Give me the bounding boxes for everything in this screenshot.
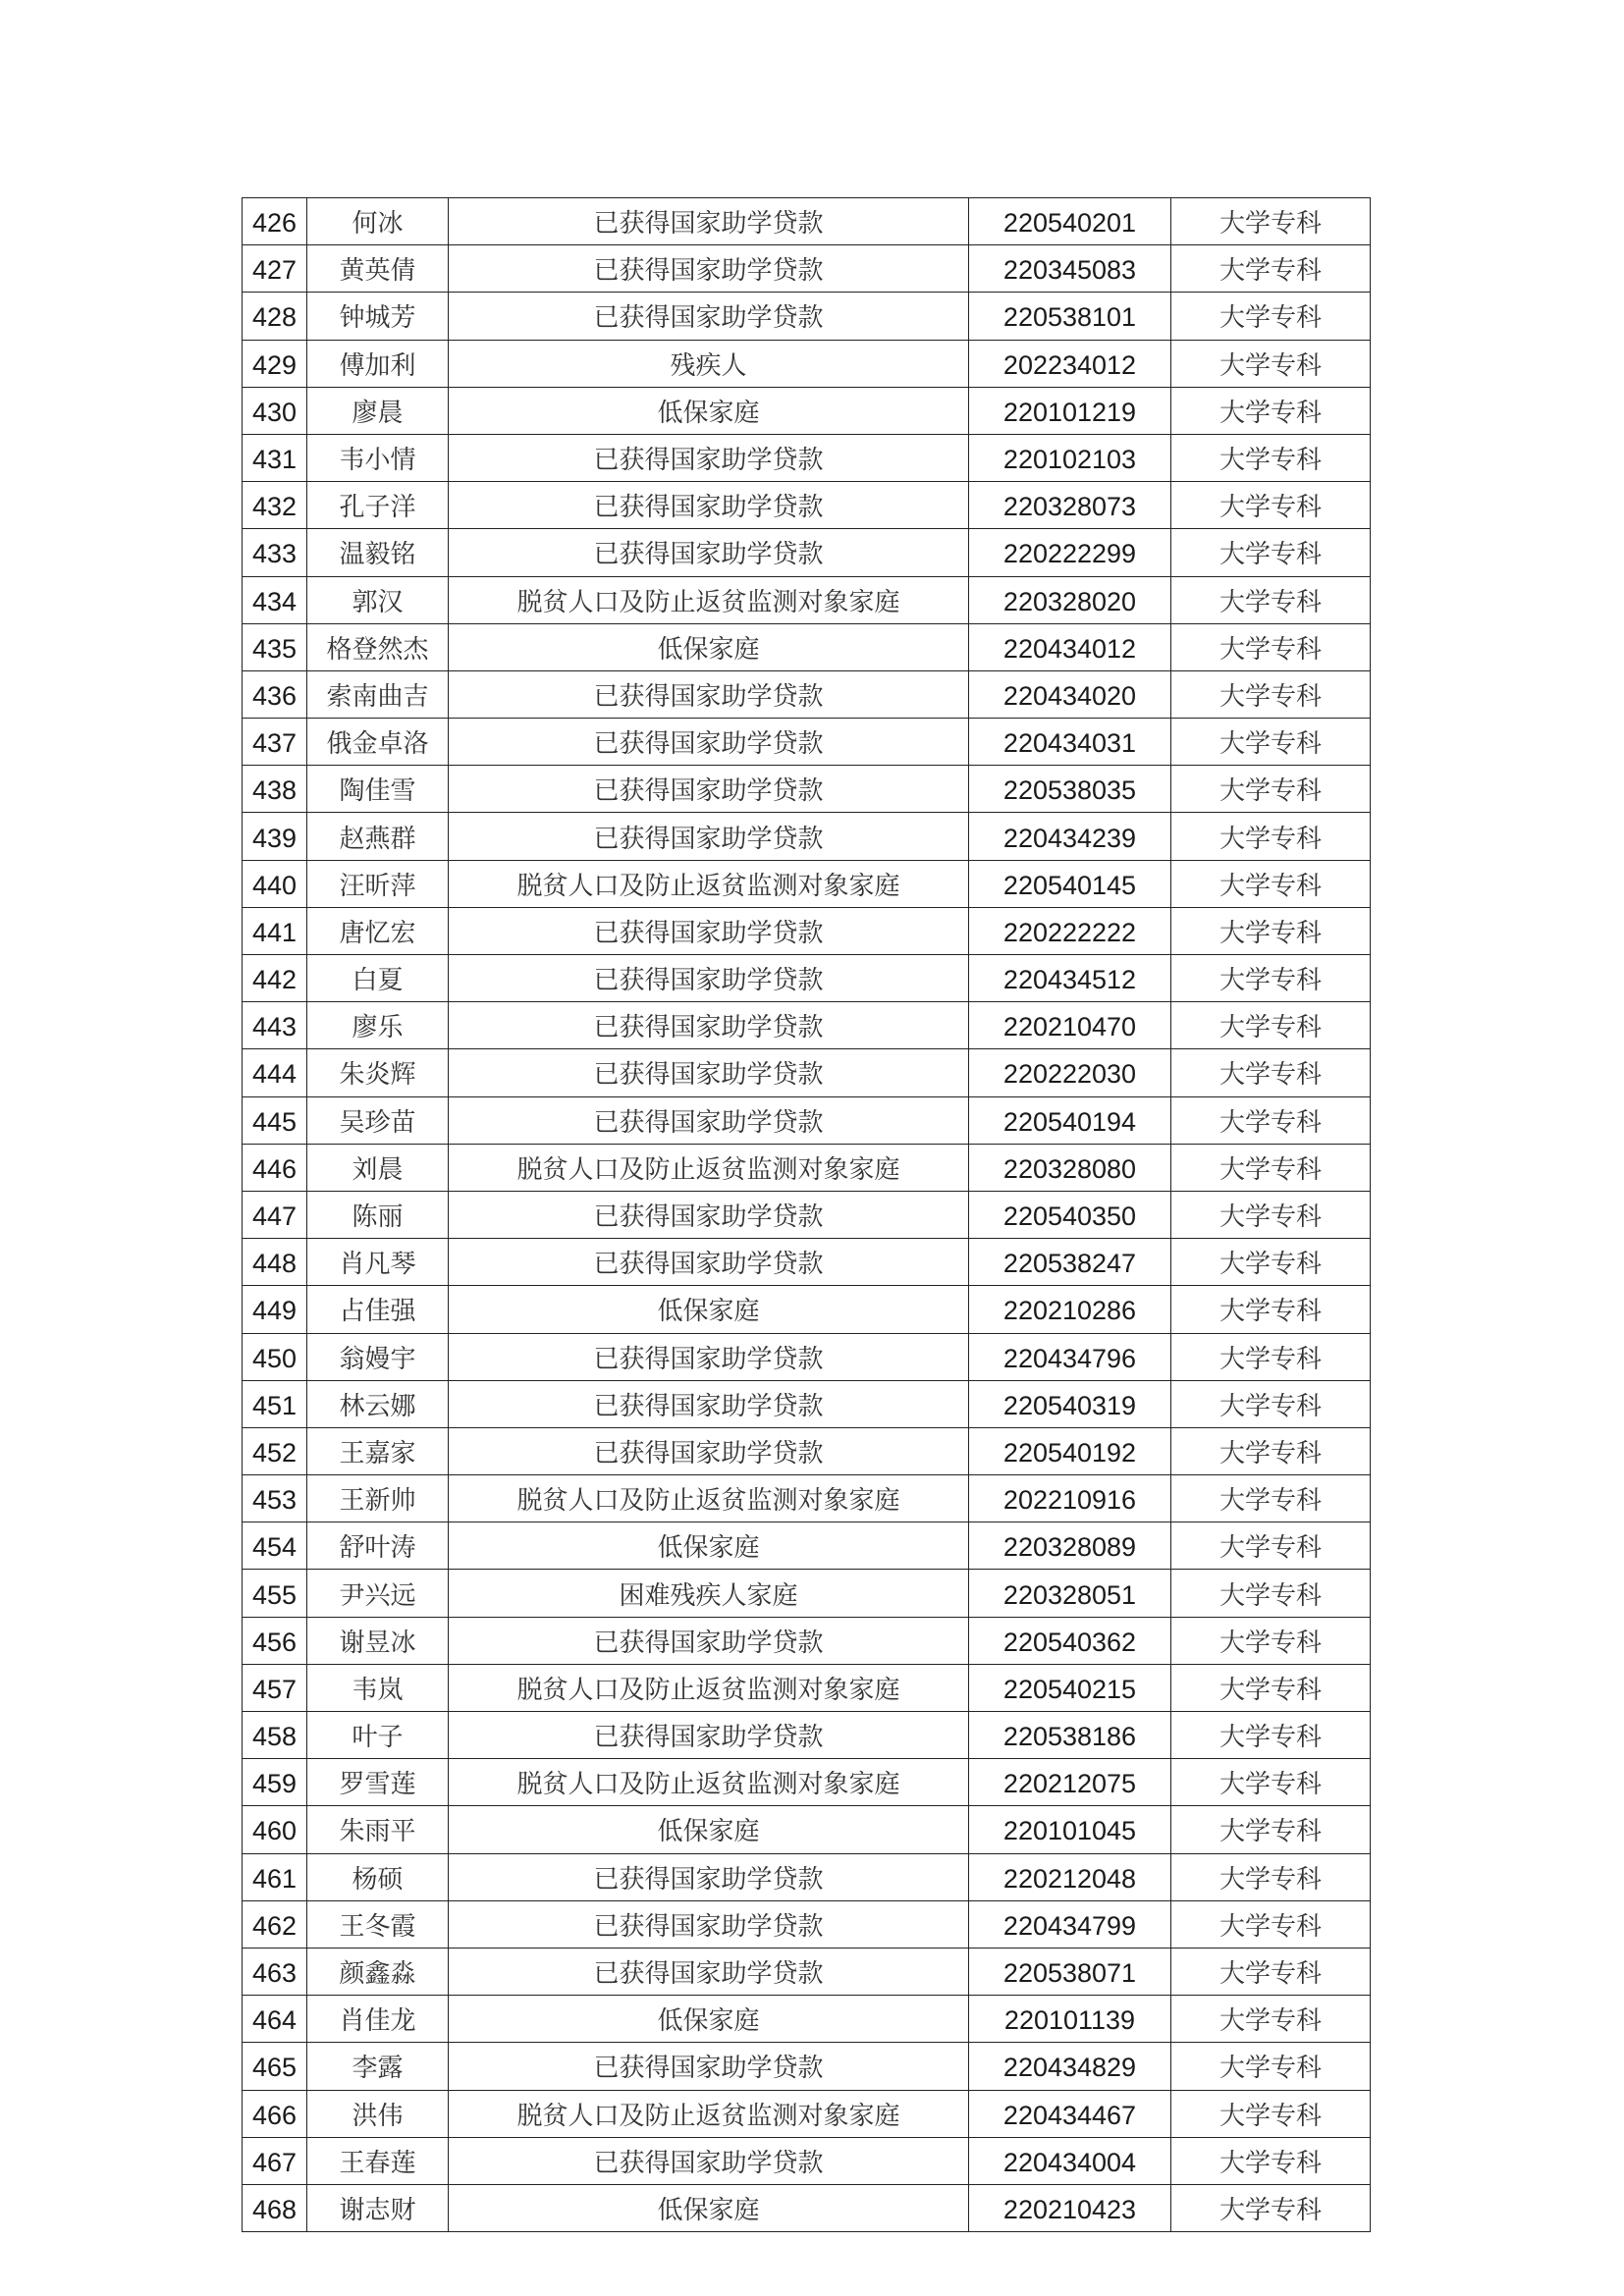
student-id-cell: 220540350: [969, 1191, 1171, 1238]
education-level-cell: 大学专科: [1171, 576, 1371, 623]
student-name-cell: 王新帅: [307, 1475, 449, 1522]
table-row: [243, 2043, 1371, 2090]
education-level-cell: 大学专科: [1171, 434, 1371, 481]
table-row: [243, 198, 1371, 245]
row-number-cell: 447: [243, 1191, 307, 1238]
table-row: [243, 860, 1371, 907]
table-row: [243, 2137, 1371, 2184]
table-row: [243, 1239, 1371, 1286]
student-id-cell: 220538071: [969, 1948, 1171, 1995]
row-number-cell: 459: [243, 1759, 307, 1806]
student-name-cell: 李露: [307, 2043, 449, 2090]
row-number-cell: 466: [243, 2090, 307, 2137]
row-number-cell: 429: [243, 340, 307, 387]
education-level-cell: 大学专科: [1171, 1664, 1371, 1711]
student-roster-table: [242, 197, 1371, 2232]
table-row: [243, 1049, 1371, 1096]
student-name-cell: 孔子洋: [307, 482, 449, 529]
student-id-cell: 220434829: [969, 2043, 1171, 2090]
student-name-cell: 汪昕萍: [307, 860, 449, 907]
education-level-cell: 大学专科: [1171, 1617, 1371, 1664]
education-level-cell: 大学专科: [1171, 1475, 1371, 1522]
education-level-cell: 大学专科: [1171, 1712, 1371, 1759]
education-level-cell: 大学专科: [1171, 1427, 1371, 1474]
student-id-cell: 220212048: [969, 1853, 1171, 1900]
education-level-cell: 大学专科: [1171, 719, 1371, 766]
table-row: [243, 434, 1371, 481]
student-id-cell: 220328073: [969, 482, 1171, 529]
student-id-cell: 220540194: [969, 1096, 1171, 1144]
student-id-cell: 220328089: [969, 1522, 1171, 1570]
table-row: [243, 1380, 1371, 1427]
row-number-cell: 441: [243, 907, 307, 954]
table-row: [243, 1806, 1371, 1853]
education-level-cell: 大学专科: [1171, 387, 1371, 434]
table-row: [243, 1286, 1371, 1333]
table-row: [243, 719, 1371, 766]
education-level-cell: 大学专科: [1171, 1806, 1371, 1853]
row-number-cell: 456: [243, 1617, 307, 1664]
student-name-cell: 格登然杰: [307, 623, 449, 670]
education-level-cell: 大学专科: [1171, 907, 1371, 954]
student-id-cell: 220434796: [969, 1333, 1171, 1380]
student-name-cell: 钟城芳: [307, 293, 449, 340]
student-id-cell: 220210470: [969, 1002, 1171, 1049]
aid-category-cell: 低保家庭: [449, 1996, 969, 2043]
student-id-cell: 202234012: [969, 340, 1171, 387]
education-level-cell: 大学专科: [1171, 1948, 1371, 1995]
student-name-cell: 温毅铭: [307, 529, 449, 576]
table-row: [243, 907, 1371, 954]
student-name-cell: 唐忆宏: [307, 907, 449, 954]
row-number-cell: 462: [243, 1900, 307, 1948]
student-name-cell: 罗雪莲: [307, 1759, 449, 1806]
table-row: [243, 1333, 1371, 1380]
aid-category-cell: 已获得国家助学贷款: [449, 1239, 969, 1286]
row-number-cell: 442: [243, 955, 307, 1002]
student-id-cell: 220540362: [969, 1617, 1171, 1664]
table-row: [243, 1853, 1371, 1900]
row-number-cell: 438: [243, 766, 307, 813]
table-row: [243, 623, 1371, 670]
aid-category-cell: 低保家庭: [449, 1522, 969, 1570]
student-id-cell: 220538186: [969, 1712, 1171, 1759]
table-row: [243, 576, 1371, 623]
student-name-cell: 索南曲吉: [307, 670, 449, 718]
aid-category-cell: 低保家庭: [449, 2184, 969, 2231]
student-name-cell: 郭汉: [307, 576, 449, 623]
row-number-cell: 428: [243, 293, 307, 340]
row-number-cell: 432: [243, 482, 307, 529]
aid-category-cell: 已获得国家助学贷款: [449, 434, 969, 481]
student-name-cell: 林云娜: [307, 1380, 449, 1427]
student-name-cell: 谢志财: [307, 2184, 449, 2231]
student-id-cell: 220210286: [969, 1286, 1171, 1333]
table-row: [243, 245, 1371, 293]
student-id-cell: 220328020: [969, 576, 1171, 623]
student-name-cell: 占佳强: [307, 1286, 449, 1333]
aid-category-cell: 已获得国家助学贷款: [449, 198, 969, 245]
aid-category-cell: 已获得国家助学贷款: [449, 719, 969, 766]
student-id-cell: 220101219: [969, 387, 1171, 434]
aid-category-cell: 脱贫人口及防止返贫监测对象家庭: [449, 1759, 969, 1806]
row-number-cell: 435: [243, 623, 307, 670]
aid-category-cell: 已获得国家助学贷款: [449, 955, 969, 1002]
row-number-cell: 465: [243, 2043, 307, 2090]
education-level-cell: 大学专科: [1171, 766, 1371, 813]
row-number-cell: 444: [243, 1049, 307, 1096]
aid-category-cell: 已获得国家助学贷款: [449, 1191, 969, 1238]
student-name-cell: 陶佳雪: [307, 766, 449, 813]
student-id-cell: 220434012: [969, 623, 1171, 670]
student-id-cell: 220540201: [969, 198, 1171, 245]
student-name-cell: 王嘉家: [307, 1427, 449, 1474]
row-number-cell: 445: [243, 1096, 307, 1144]
student-id-cell: 220538247: [969, 1239, 1171, 1286]
aid-category-cell: 低保家庭: [449, 1286, 969, 1333]
aid-category-cell: 已获得国家助学贷款: [449, 813, 969, 860]
aid-category-cell: 已获得国家助学贷款: [449, 529, 969, 576]
aid-category-cell: 已获得国家助学贷款: [449, 1049, 969, 1096]
student-name-cell: 肖凡琴: [307, 1239, 449, 1286]
student-name-cell: 王春莲: [307, 2137, 449, 2184]
aid-category-cell: 脱贫人口及防止返贫监测对象家庭: [449, 2090, 969, 2137]
row-number-cell: 468: [243, 2184, 307, 2231]
student-id-cell: 220434799: [969, 1900, 1171, 1948]
roster-body: [243, 198, 1371, 2232]
student-id-cell: 220538101: [969, 293, 1171, 340]
aid-category-cell: 已获得国家助学贷款: [449, 245, 969, 293]
row-number-cell: 446: [243, 1144, 307, 1191]
student-id-cell: 220212075: [969, 1759, 1171, 1806]
education-level-cell: 大学专科: [1171, 2184, 1371, 2231]
student-name-cell: 舒叶涛: [307, 1522, 449, 1570]
education-level-cell: 大学专科: [1171, 482, 1371, 529]
row-number-cell: 443: [243, 1002, 307, 1049]
education-level-cell: 大学专科: [1171, 1144, 1371, 1191]
aid-category-cell: 已获得国家助学贷款: [449, 2043, 969, 2090]
student-name-cell: 傅加利: [307, 340, 449, 387]
aid-category-cell: 已获得国家助学贷款: [449, 1002, 969, 1049]
student-id-cell: 202210916: [969, 1475, 1171, 1522]
student-id-cell: 220101045: [969, 1806, 1171, 1853]
aid-category-cell: 已获得国家助学贷款: [449, 1427, 969, 1474]
student-name-cell: 廖晨: [307, 387, 449, 434]
table-row: [243, 1996, 1371, 2043]
student-name-cell: 尹兴远: [307, 1570, 449, 1617]
row-number-cell: 437: [243, 719, 307, 766]
education-level-cell: 大学专科: [1171, 293, 1371, 340]
education-level-cell: 大学专科: [1171, 1380, 1371, 1427]
table-row: [243, 1144, 1371, 1191]
aid-category-cell: 已获得国家助学贷款: [449, 2137, 969, 2184]
aid-category-cell: 已获得国家助学贷款: [449, 482, 969, 529]
education-level-cell: 大学专科: [1171, 2137, 1371, 2184]
student-name-cell: 朱炎辉: [307, 1049, 449, 1096]
aid-category-cell: 低保家庭: [449, 1806, 969, 1853]
row-number-cell: 461: [243, 1853, 307, 1900]
row-number-cell: 436: [243, 670, 307, 718]
aid-category-cell: 已获得国家助学贷款: [449, 1617, 969, 1664]
student-id-cell: 220434512: [969, 955, 1171, 1002]
student-name-cell: 白夏: [307, 955, 449, 1002]
student-id-cell: 220434467: [969, 2090, 1171, 2137]
education-level-cell: 大学专科: [1171, 1239, 1371, 1286]
student-id-cell: 220222299: [969, 529, 1171, 576]
aid-category-cell: 脱贫人口及防止返贫监测对象家庭: [449, 576, 969, 623]
student-name-cell: 廖乐: [307, 1002, 449, 1049]
table-row: [243, 1617, 1371, 1664]
row-number-cell: 433: [243, 529, 307, 576]
table-row: [243, 1948, 1371, 1995]
row-number-cell: 458: [243, 1712, 307, 1759]
student-name-cell: 王冬霞: [307, 1900, 449, 1948]
row-number-cell: 464: [243, 1996, 307, 2043]
table-row: [243, 482, 1371, 529]
education-level-cell: 大学专科: [1171, 2043, 1371, 2090]
aid-category-cell: 已获得国家助学贷款: [449, 1948, 969, 1995]
table-row: [243, 1475, 1371, 1522]
row-number-cell: 452: [243, 1427, 307, 1474]
student-name-cell: 俄金卓洛: [307, 719, 449, 766]
student-id-cell: 220540215: [969, 1664, 1171, 1711]
aid-category-cell: 已获得国家助学贷款: [449, 907, 969, 954]
row-number-cell: 449: [243, 1286, 307, 1333]
table-row: [243, 813, 1371, 860]
row-number-cell: 427: [243, 245, 307, 293]
table-row: [243, 1900, 1371, 1948]
aid-category-cell: 脱贫人口及防止返贫监测对象家庭: [449, 860, 969, 907]
student-id-cell: 220328080: [969, 1144, 1171, 1191]
student-id-cell: 220102103: [969, 434, 1171, 481]
student-name-cell: 黄英倩: [307, 245, 449, 293]
student-name-cell: 颜鑫淼: [307, 1948, 449, 1995]
education-level-cell: 大学专科: [1171, 623, 1371, 670]
education-level-cell: 大学专科: [1171, 198, 1371, 245]
student-id-cell: 220434239: [969, 813, 1171, 860]
education-level-cell: 大学专科: [1171, 529, 1371, 576]
student-id-cell: 220222030: [969, 1049, 1171, 1096]
row-number-cell: 457: [243, 1664, 307, 1711]
student-name-cell: 朱雨平: [307, 1806, 449, 1853]
aid-category-cell: 已获得国家助学贷款: [449, 1380, 969, 1427]
table-row: [243, 340, 1371, 387]
row-number-cell: 467: [243, 2137, 307, 2184]
table-row: [243, 766, 1371, 813]
aid-category-cell: 已获得国家助学贷款: [449, 670, 969, 718]
aid-category-cell: 已获得国家助学贷款: [449, 1333, 969, 1380]
education-level-cell: 大学专科: [1171, 860, 1371, 907]
student-name-cell: 谢昱冰: [307, 1617, 449, 1664]
table-row: [243, 293, 1371, 340]
education-level-cell: 大学专科: [1171, 245, 1371, 293]
aid-category-cell: 已获得国家助学贷款: [449, 1712, 969, 1759]
aid-category-cell: 脱贫人口及防止返贫监测对象家庭: [449, 1144, 969, 1191]
row-number-cell: 430: [243, 387, 307, 434]
row-number-cell: 463: [243, 1948, 307, 1995]
education-level-cell: 大学专科: [1171, 2090, 1371, 2137]
student-name-cell: 洪伟: [307, 2090, 449, 2137]
aid-category-cell: 已获得国家助学贷款: [449, 1900, 969, 1948]
table-row: [243, 387, 1371, 434]
student-id-cell: 220538035: [969, 766, 1171, 813]
education-level-cell: 大学专科: [1171, 1900, 1371, 1948]
aid-category-cell: 残疾人: [449, 340, 969, 387]
student-id-cell: 220222222: [969, 907, 1171, 954]
table-row: [243, 1570, 1371, 1617]
student-id-cell: 220434004: [969, 2137, 1171, 2184]
education-level-cell: 大学专科: [1171, 813, 1371, 860]
student-id-cell: 220345083: [969, 245, 1171, 293]
row-number-cell: 453: [243, 1475, 307, 1522]
row-number-cell: 440: [243, 860, 307, 907]
aid-category-cell: 困难残疾人家庭: [449, 1570, 969, 1617]
table-row: [243, 1664, 1371, 1711]
student-id-cell: 220540145: [969, 860, 1171, 907]
aid-category-cell: 已获得国家助学贷款: [449, 1096, 969, 1144]
education-level-cell: 大学专科: [1171, 955, 1371, 1002]
aid-category-cell: 脱贫人口及防止返贫监测对象家庭: [449, 1664, 969, 1711]
row-number-cell: 455: [243, 1570, 307, 1617]
education-level-cell: 大学专科: [1171, 1333, 1371, 1380]
education-level-cell: 大学专科: [1171, 1522, 1371, 1570]
student-id-cell: 220434020: [969, 670, 1171, 718]
student-name-cell: 杨硕: [307, 1853, 449, 1900]
table-row: [243, 1522, 1371, 1570]
aid-category-cell: 已获得国家助学贷款: [449, 293, 969, 340]
student-id-cell: 220540192: [969, 1427, 1171, 1474]
row-number-cell: 450: [243, 1333, 307, 1380]
row-number-cell: 434: [243, 576, 307, 623]
student-id-cell: 220328051: [969, 1570, 1171, 1617]
student-name-cell: 韦岚: [307, 1664, 449, 1711]
education-level-cell: 大学专科: [1171, 1049, 1371, 1096]
student-name-cell: 何冰: [307, 198, 449, 245]
student-name-cell: 韦小情: [307, 434, 449, 481]
student-name-cell: 翁嫚宇: [307, 1333, 449, 1380]
aid-category-cell: 已获得国家助学贷款: [449, 1853, 969, 1900]
table-row: [243, 1096, 1371, 1144]
aid-category-cell: 低保家庭: [449, 387, 969, 434]
table-row: [243, 670, 1371, 718]
row-number-cell: 426: [243, 198, 307, 245]
student-name-cell: 叶子: [307, 1712, 449, 1759]
row-number-cell: 454: [243, 1522, 307, 1570]
row-number-cell: 439: [243, 813, 307, 860]
education-level-cell: 大学专科: [1171, 1570, 1371, 1617]
education-level-cell: 大学专科: [1171, 670, 1371, 718]
aid-category-cell: 已获得国家助学贷款: [449, 766, 969, 813]
student-id-cell: 220101139: [969, 1996, 1171, 2043]
education-level-cell: 大学专科: [1171, 1759, 1371, 1806]
aid-category-cell: 低保家庭: [449, 623, 969, 670]
education-level-cell: 大学专科: [1171, 1096, 1371, 1144]
education-level-cell: 大学专科: [1171, 1286, 1371, 1333]
table-row: [243, 1427, 1371, 1474]
education-level-cell: 大学专科: [1171, 1996, 1371, 2043]
table-row: [243, 955, 1371, 1002]
row-number-cell: 448: [243, 1239, 307, 1286]
table-row: [243, 529, 1371, 576]
table-row: [243, 1002, 1371, 1049]
table-row: [243, 1712, 1371, 1759]
education-level-cell: 大学专科: [1171, 1002, 1371, 1049]
table-row: [243, 1759, 1371, 1806]
row-number-cell: 460: [243, 1806, 307, 1853]
row-number-cell: 451: [243, 1380, 307, 1427]
table-row: [243, 2090, 1371, 2137]
student-name-cell: 赵燕群: [307, 813, 449, 860]
aid-category-cell: 脱贫人口及防止返贫监测对象家庭: [449, 1475, 969, 1522]
student-id-cell: 220210423: [969, 2184, 1171, 2231]
table-row: [243, 2184, 1371, 2231]
student-id-cell: 220540319: [969, 1380, 1171, 1427]
student-name-cell: 吴珍苗: [307, 1096, 449, 1144]
student-name-cell: 刘晨: [307, 1144, 449, 1191]
student-name-cell: 陈丽: [307, 1191, 449, 1238]
education-level-cell: 大学专科: [1171, 1853, 1371, 1900]
education-level-cell: 大学专科: [1171, 340, 1371, 387]
student-name-cell: 肖佳龙: [307, 1996, 449, 2043]
table-row: [243, 1191, 1371, 1238]
row-number-cell: 431: [243, 434, 307, 481]
student-id-cell: 220434031: [969, 719, 1171, 766]
education-level-cell: 大学专科: [1171, 1191, 1371, 1238]
